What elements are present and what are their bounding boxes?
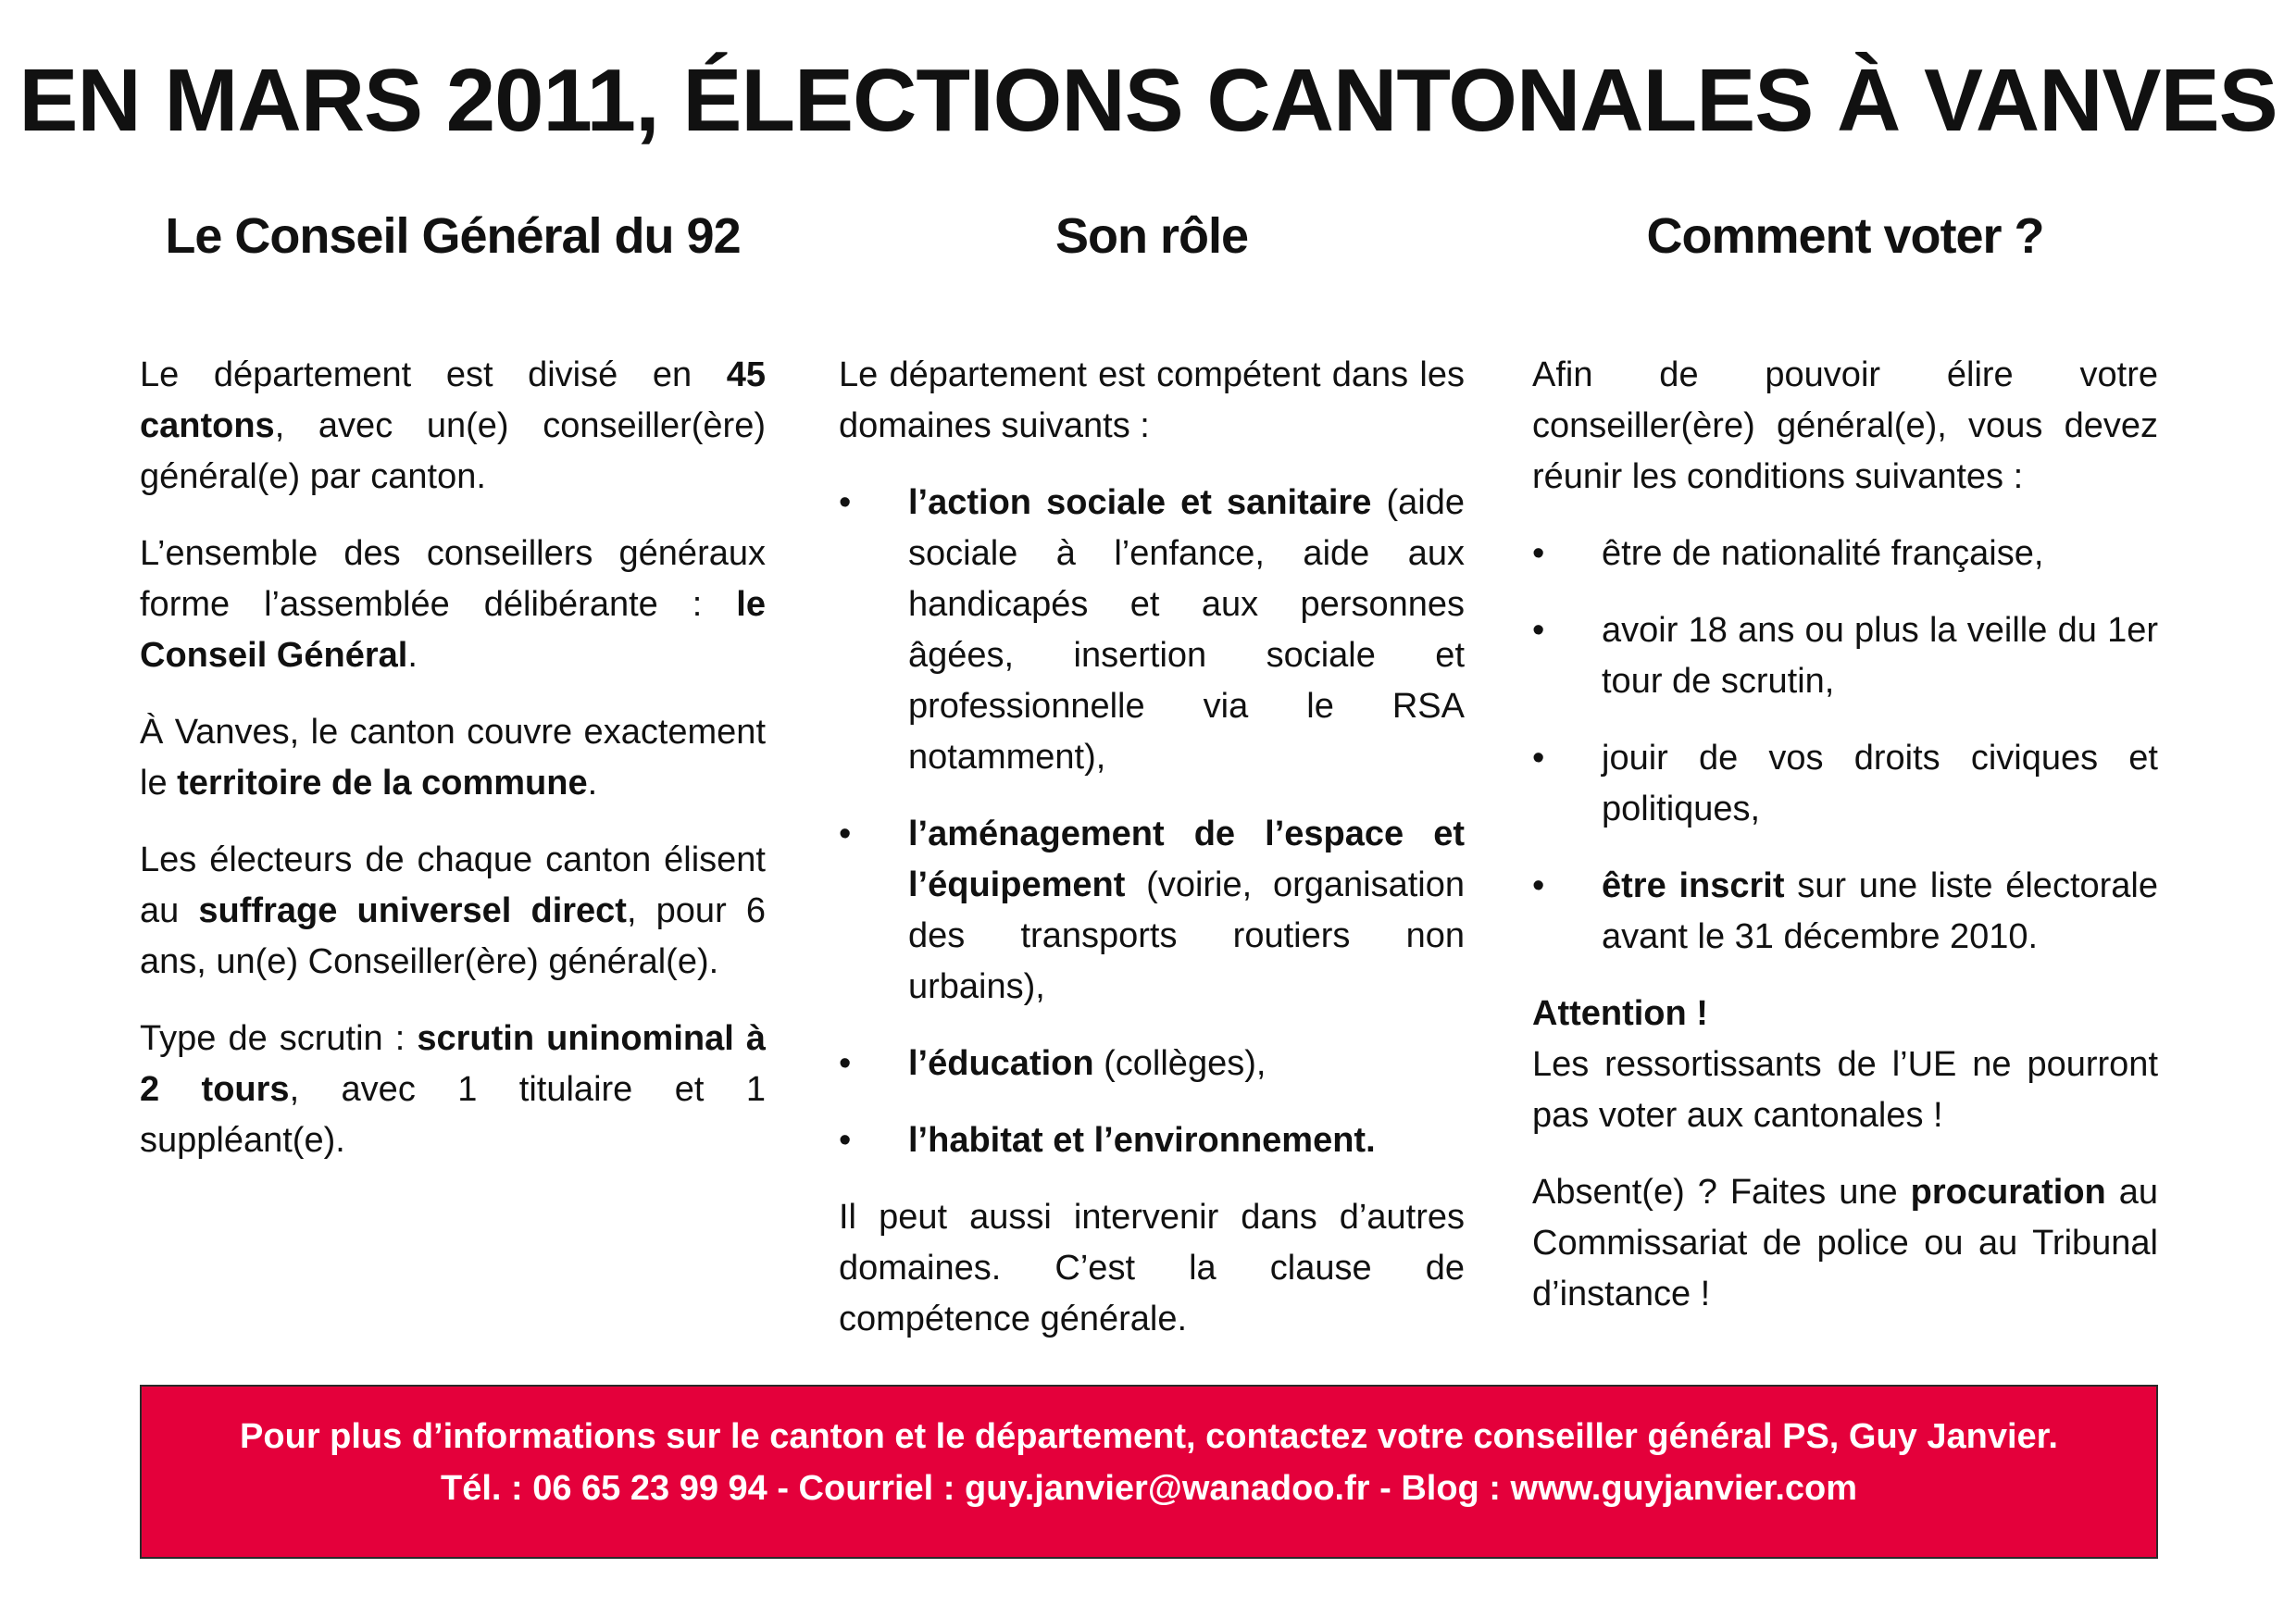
paragraph-suffrage: Les électeurs de chaque canton élisent au suffrage universel direct, pour 6 ans, un(e) Conseiller(ère) général(e). [140,840,766,981]
attention-title: Attention ! [1532,994,1708,1033]
list-item: • avoir 18 ans ou plus la veille du 1er tour de scrutin, [1532,605,2158,707]
page-title: EN MARS 2011, ÉLECTIONS CANTONALES À VANVES [19,51,2277,150]
bullet-icon: • [1532,739,1545,778]
role-intro: Le département est compétent dans les domaines suivants : [839,355,1465,445]
column-son-role [839,350,1465,1371]
bullet-icon: • [1532,866,1545,905]
list-item: • l’éducation (collèges), [839,1039,1465,1089]
paragraph-scrutin: Type de scrutin : scrutin uninominal à 2 tours, avec 1 titulaire et 1 suppléant(e). [140,1019,766,1160]
bullet-icon: • [1532,611,1545,650]
contact-line-1: Pour plus d’informations sur le canton et le département, contactez votre conseiller général PS, Guy Janvier. [240,1417,2058,1456]
contact-banner [140,1385,2158,1559]
list-item: • être de nationalité française, [1532,529,2158,579]
list-item: • l’habitat et l’environnement. [839,1115,1465,1166]
list-item: • être inscrit sur une liste électorale avant le 31 décembre 2010. [1532,861,2158,963]
role-outro: Il peut aussi intervenir dans d’autres domaines. C’est la clause de compétence générale. [839,1198,1465,1338]
bullet-icon: • [1532,534,1545,573]
paragraph-cantons: Le département est divisé en 45 cantons, avec un(e) conseiller(ère) général(e) par canton. [140,355,766,496]
conditions-list [1532,529,2158,963]
attention-note [1532,989,2158,1141]
column-conseil-general [140,350,766,1192]
list-item: • l’action sociale et sanitaire (aide sociale à l’enfance, aide aux handicapés et aux personnes âgées, insertion sociale et professionnelle via le RSA notamment), [839,478,1465,783]
role-list [839,478,1465,1166]
column-comment-voter [1532,350,2158,1346]
list-item: • l’aménagement de l’espace et l’équipement (voirie, organisation des transports routiers non urbains), [839,809,1465,1013]
attention-text: Les ressortissants de l’UE ne pourront pas voter aux cantonales ! [1532,1045,2158,1135]
contact-line-2: Tél. : 06 65 23 99 94 - Courriel : guy.janvier@wanadoo.fr - Blog : www.guyjanvier.com [440,1469,1858,1508]
heading-son-role: Son rôle [1054,208,1249,264]
voter-intro: Afin de pouvoir élire votre conseiller(ère) général(e), vous devez réunir les conditions suivantes : [1532,355,2158,496]
bullet-icon: • [839,1121,852,1160]
bullet-icon: • [839,1044,852,1083]
paragraph-vanves: À Vanves, le canton couvre exactement le territoire de la commune. [140,713,766,803]
bullet-icon: • [839,483,852,522]
bullet-icon: • [839,815,852,853]
heading-conseil-general: Le Conseil Général du 92 [165,208,741,264]
list-item: • jouir de vos droits civiques et politiques, [1532,733,2158,835]
absent-note: Absent(e) ? Faites une procuration au Commissariat de police ou au Tribunal d’instance ! [1532,1173,2159,1313]
paragraph-assemblee: L’ensemble des conseillers généraux forme l’assemblée délibérante : le Conseil Général. [140,534,766,675]
heading-comment-voter: Comment voter ? [1646,208,2044,264]
